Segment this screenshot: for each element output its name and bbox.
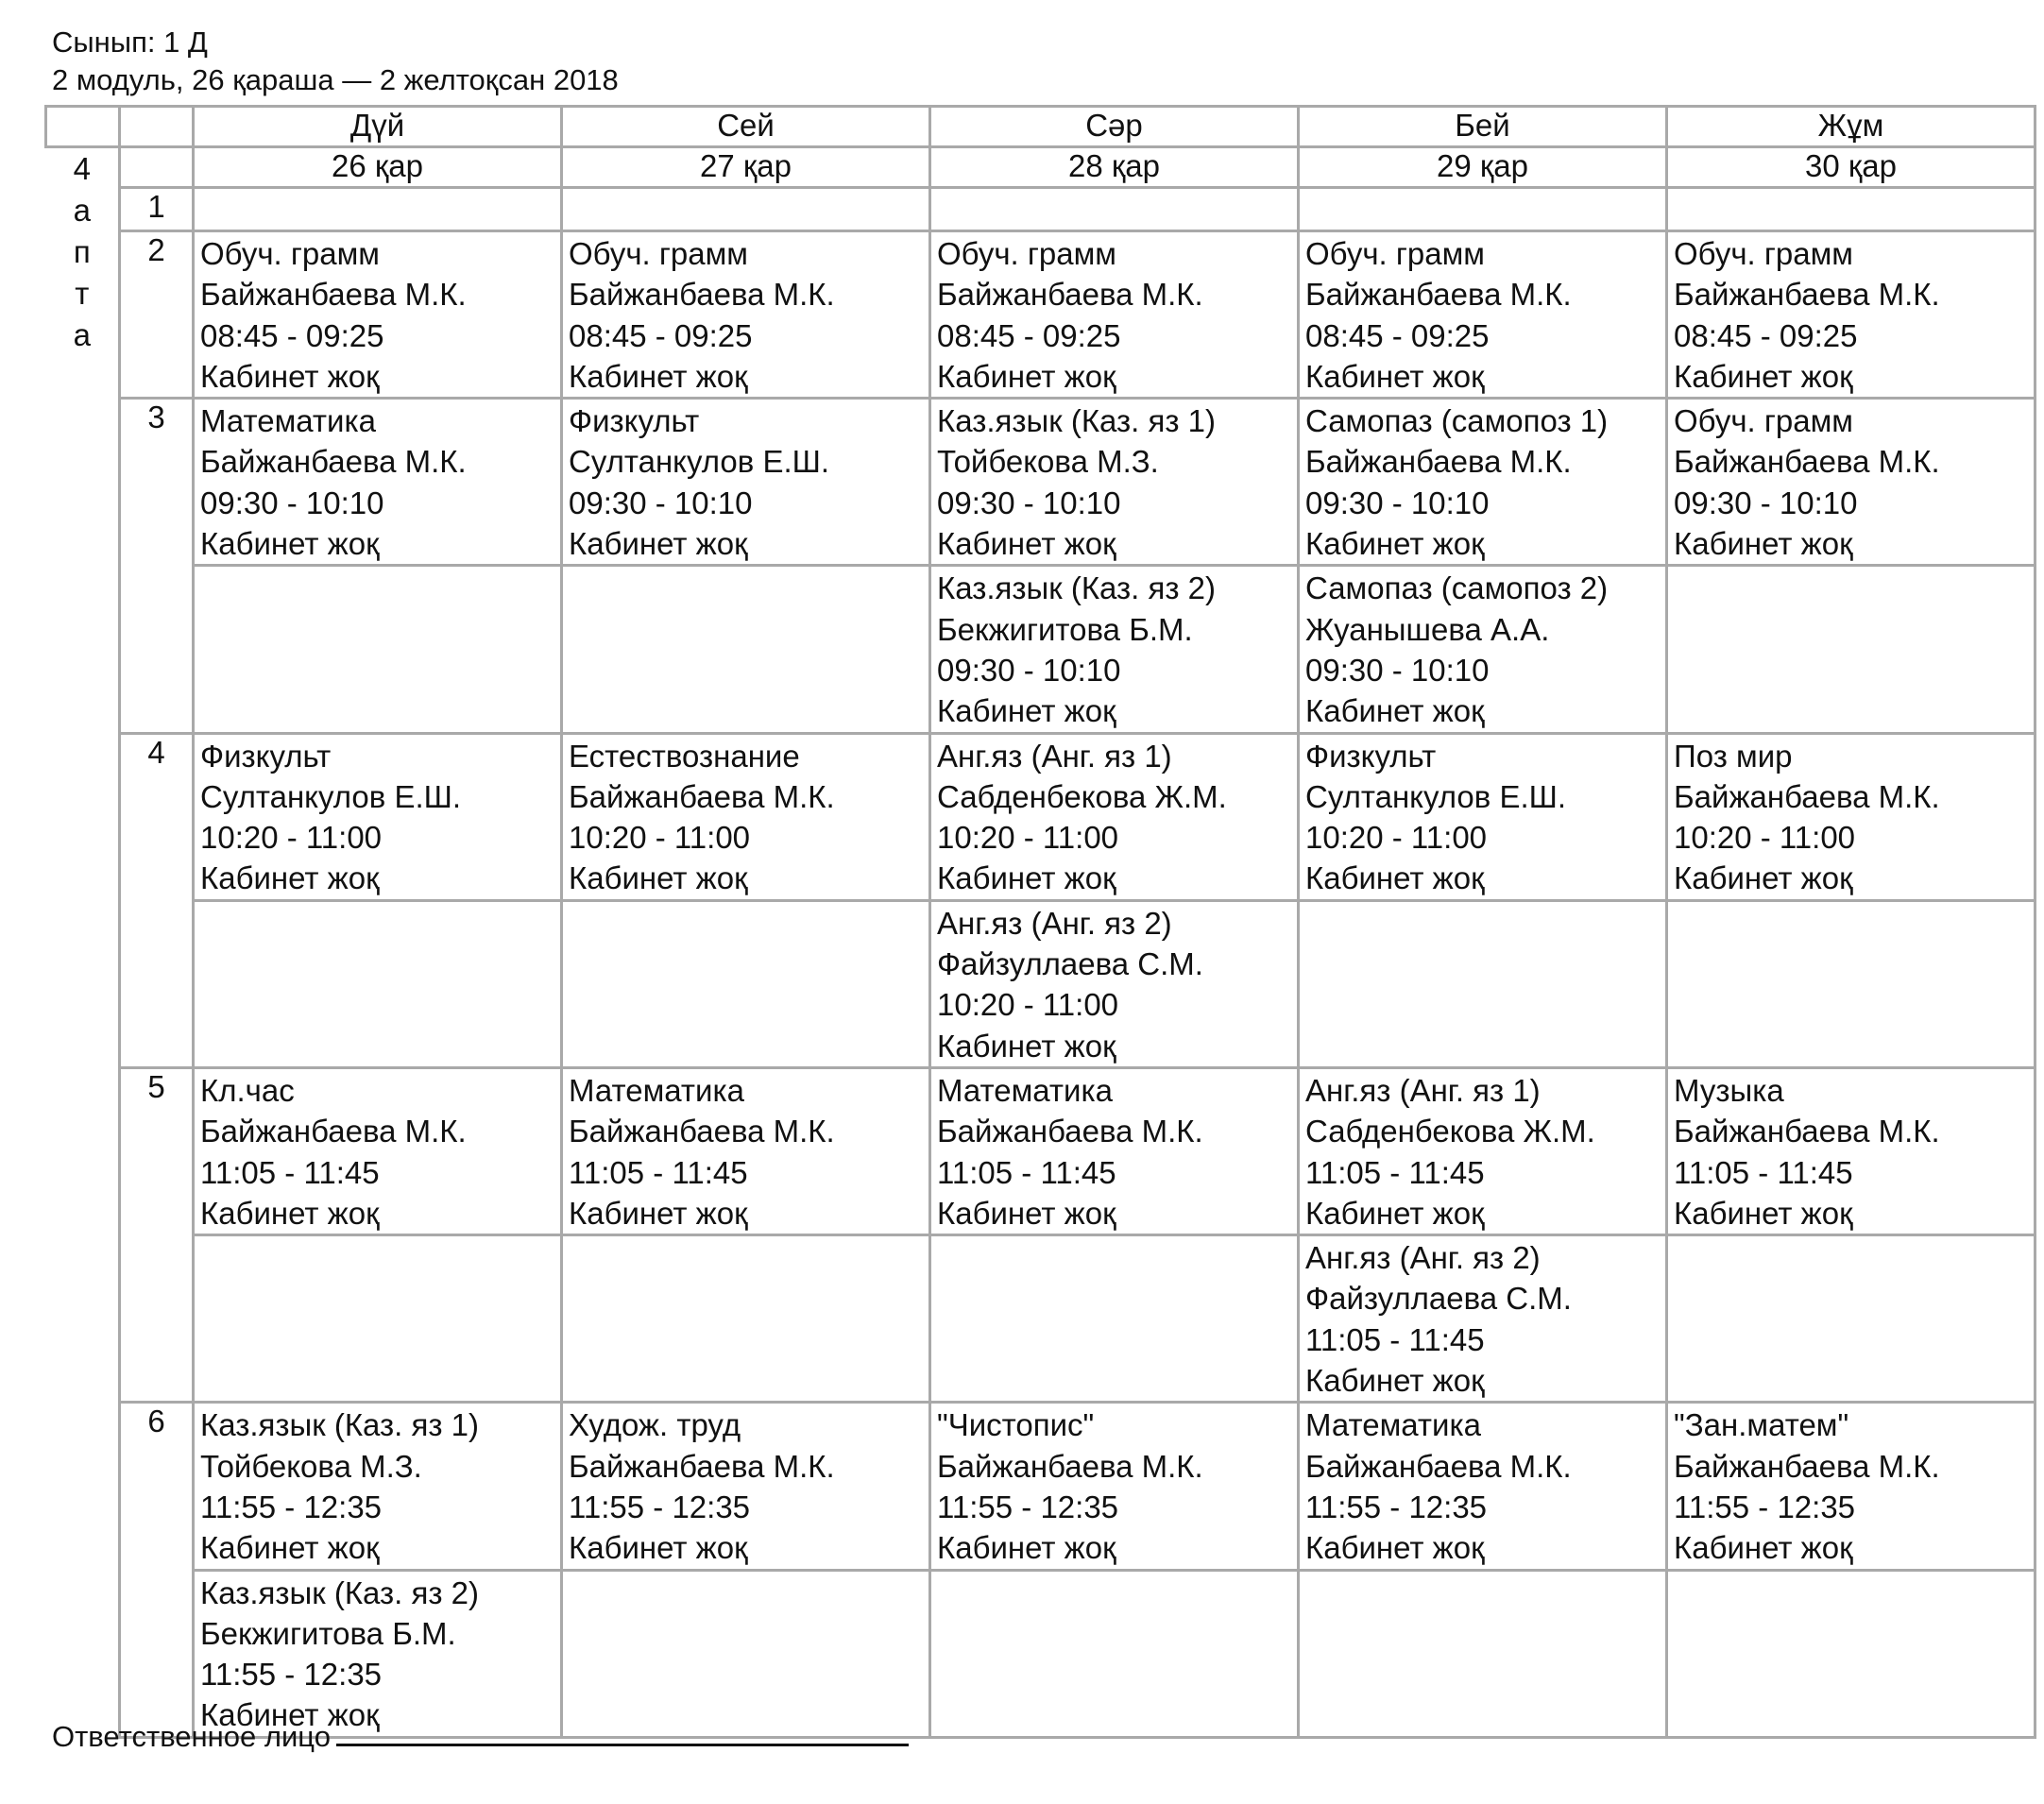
lesson-time: 11:55 - 12:35 [1674,1489,1856,1524]
period-number: 3 [120,399,194,733]
day-date: 30 қар [1667,147,2035,188]
lesson-teacher: Султанкулов Е.Ш. [1305,778,1567,814]
lesson-teacher: Султанкулов Е.Ш. [569,444,830,480]
lesson-time: 08:45 - 09:25 [200,317,384,353]
lesson-cell [1299,231,1667,399]
lesson-teacher: Байжанбаева М.К. [1305,444,1572,480]
lesson-time: 10:20 - 11:00 [937,987,1119,1023]
lesson-room: Кабинет жоқ [1674,358,1853,394]
lesson-room: Кабинет жоқ [569,1195,748,1231]
lesson-time: 11:05 - 11:45 [937,1154,1116,1190]
day-date-row [46,147,2035,188]
lesson-time: 11:55 - 12:35 [569,1489,751,1524]
lesson-subject: Обуч. грамм [1674,236,1853,271]
lesson-teacher: Байжанбаева М.К. [569,277,835,313]
lesson-time: 09:30 - 10:10 [937,652,1121,688]
day-name-row [46,107,2035,147]
day-date: 28 қар [930,147,1299,188]
lesson-time: 08:45 - 09:25 [569,317,753,353]
lesson-room: Кабинет жоқ [569,1530,748,1566]
lesson-cell [1667,566,2035,733]
lesson-cell [930,1235,1299,1403]
lesson-cell [194,1403,562,1570]
lesson-cell [194,399,562,566]
period-row [46,1403,2035,1570]
lesson-room: Кабинет жоқ [569,526,748,562]
lesson-room: Кабинет жоқ [1674,526,1853,562]
lesson-teacher: Байжанбаева М.К. [569,1448,835,1484]
lesson-subject: Математика [569,1072,744,1108]
lesson-room: Кабинет жоқ [200,1530,380,1566]
lesson-subject: Естествознание [569,738,800,774]
lesson-subject: Анг.яз (Анг. яз 2) [937,905,1172,941]
lesson-time: 08:45 - 09:25 [937,317,1121,353]
lesson-cell [930,1570,1299,1737]
lesson-teacher: Байжанбаева М.К. [1674,1114,1940,1149]
lesson-room: Кабинет жоқ [937,526,1116,562]
week-label: 4 а п т а [73,151,91,352]
lesson-time: 10:20 - 11:00 [937,820,1119,856]
lesson-cell [194,231,562,399]
corner-cell [120,107,194,147]
lesson-time: 11:55 - 12:35 [200,1657,383,1693]
class-line: Сынып: 1 Д [52,26,208,59]
lesson-room: Кабинет жоқ [937,1530,1116,1566]
day-date: 27 қар [562,147,930,188]
lesson-subject: Обуч. грамм [937,236,1116,271]
lesson-cell [1299,188,1667,231]
lesson-teacher: Байжанбаева М.К. [569,778,835,814]
lesson-time: 11:05 - 11:45 [569,1154,748,1190]
lesson-teacher: Байжанбаева М.К. [937,277,1203,313]
lesson-cell [1667,900,2035,1067]
lesson-cell [562,399,930,566]
period-row [46,1067,2035,1234]
lesson-subject: Физкульт [569,403,700,439]
period-subrow [46,566,2035,733]
lesson-subject: Самопаз (самопоз 2) [1305,570,1609,606]
day-name: Бей [1299,107,1667,147]
lesson-subject: Кл.час [200,1072,295,1108]
lesson-teacher: Файзуллаева С.М. [937,946,1203,982]
lesson-subject: Анг.яз (Анг. яз 2) [1305,1240,1541,1276]
lesson-cell [562,188,930,231]
lesson-subject: Математика [200,403,376,439]
lesson-teacher: Файзуллаева С.М. [1305,1281,1572,1317]
lesson-cell [562,1067,930,1234]
lesson-cell [1299,1235,1667,1403]
period-row [46,733,2035,900]
lesson-teacher: Байжанбаева М.К. [937,1114,1203,1149]
lesson-teacher: Бекжигитова Б.М. [937,611,1193,647]
lesson-subject: Каз.язык (Каз. яз 1) [200,1407,480,1443]
lesson-subject: Анг.яз (Анг. яз 1) [1305,1072,1541,1108]
lesson-cell [1667,399,2035,566]
period-row [46,188,2035,231]
lesson-teacher: Байжанбаева М.К. [937,1448,1203,1484]
lesson-teacher: Сабденбекова Ж.М. [937,778,1227,814]
lesson-subject: Анг.яз (Анг. яз 1) [937,738,1172,774]
lesson-time: 11:05 - 11:45 [200,1154,380,1190]
lesson-subject: Каз.язык (Каз. яз 1) [937,403,1217,439]
lesson-room: Кабинет жоқ [200,526,380,562]
lesson-room: Кабинет жоқ [1305,693,1485,729]
lesson-room: Кабинет жоқ [1674,1195,1853,1231]
lesson-room: Кабинет жоқ [1305,1530,1485,1566]
lesson-cell [194,1235,562,1403]
lesson-cell [1299,566,1667,733]
lesson-cell [562,566,930,733]
lesson-teacher: Байжанбаева М.К. [1305,1448,1572,1484]
lesson-cell [1667,1570,2035,1737]
lesson-room: Кабинет жоқ [200,860,380,896]
lesson-cell [930,399,1299,566]
lesson-teacher: Байжанбаева М.К. [1674,277,1940,313]
signature-label: Ответственное лицо [52,1720,331,1753]
lesson-cell [562,1570,930,1737]
lesson-teacher: Сабденбекова Ж.М. [1305,1114,1595,1149]
lesson-cell [1667,188,2035,231]
lesson-time: 09:30 - 10:10 [200,485,384,520]
lesson-room: Кабинет жоқ [569,358,748,394]
lesson-time: 10:20 - 11:00 [200,820,383,856]
lesson-cell [930,231,1299,399]
lesson-time: 09:30 - 10:10 [937,485,1121,520]
period-subrow [46,1235,2035,1403]
period-number: 4 [120,733,194,1067]
lesson-room: Кабинет жоқ [200,1697,380,1733]
period-number: 1 [120,188,194,231]
corner-cell [46,107,120,147]
lesson-room: Кабинет жоқ [937,860,1116,896]
lesson-teacher: Жуанышева А.А. [1305,611,1550,647]
lesson-teacher: Бекжигитова Б.М. [200,1615,456,1651]
lesson-teacher: Тойбекова М.З. [200,1448,422,1484]
lesson-subject: Физкульт [1305,738,1437,774]
lesson-cell [562,231,930,399]
lesson-room: Кабинет жоқ [1305,1363,1485,1399]
lesson-time: 08:45 - 09:25 [1674,317,1858,353]
period-row [46,399,2035,566]
lesson-cell [1667,1067,2035,1234]
period-number: 5 [120,1067,194,1402]
lesson-cell [1299,900,1667,1067]
signature-blank [336,1717,909,1746]
lesson-subject: Каз.язык (Каз. яз 2) [937,570,1217,606]
period-row [46,231,2035,399]
lesson-cell [562,900,930,1067]
lesson-cell [1667,1403,2035,1570]
lesson-teacher: Байжанбаева М.К. [1305,277,1572,313]
lesson-teacher: Байжанбаева М.К. [200,1114,467,1149]
lesson-room: Кабинет жоқ [200,1195,380,1231]
lesson-time: 11:55 - 12:35 [1305,1489,1488,1524]
lesson-cell [930,566,1299,733]
period-subrow [46,900,2035,1067]
lesson-cell [1667,1235,2035,1403]
lesson-time: 11:05 - 11:45 [1305,1321,1485,1357]
lesson-subject: Обуч. грамм [200,236,380,271]
period-line: 2 модуль, 26 қараша — 2 желтоқсан 2018 [52,63,619,96]
lesson-subject: Поз мир [1674,738,1793,774]
lesson-teacher: Тойбекова М.З. [937,444,1159,480]
corner-cell [120,147,194,188]
period-number: 6 [120,1403,194,1737]
day-date: 26 қар [194,147,562,188]
lesson-cell [1667,733,2035,900]
lesson-teacher: Байжанбаева М.К. [200,277,467,313]
lesson-room: Кабинет жоқ [937,1028,1116,1064]
lesson-cell [562,1403,930,1570]
lesson-time: 10:20 - 11:00 [1674,820,1856,856]
lesson-teacher: Байжанбаева М.К. [200,444,467,480]
lesson-subject: Худож. труд [569,1407,741,1443]
lesson-cell [194,1067,562,1234]
period-subrow [46,1570,2035,1737]
lesson-cell [1299,733,1667,900]
lesson-cell [1299,399,1667,566]
lesson-room: Кабинет жоқ [1305,1195,1485,1231]
lesson-cell [562,1235,930,1403]
lesson-subject: Обуч. грамм [569,236,748,271]
lesson-subject: Математика [937,1072,1113,1108]
lesson-teacher: Байжанбаева М.К. [1674,778,1940,814]
lesson-subject: Физкульт [200,738,332,774]
lesson-cell [194,566,562,733]
lesson-time: 11:05 - 11:45 [1305,1154,1485,1190]
lesson-teacher: Байжанбаева М.К. [1674,1448,1940,1484]
lesson-cell [194,1570,562,1737]
lesson-room: Кабинет жоқ [200,358,380,394]
lesson-room: Кабинет жоқ [937,1195,1116,1231]
period-number: 2 [120,231,194,399]
lesson-cell [562,733,930,900]
lesson-room: Кабинет жоқ [1305,526,1485,562]
lesson-subject: Обуч. грамм [1305,236,1485,271]
lesson-cell [930,188,1299,231]
lesson-cell [930,733,1299,900]
schedule-table [44,105,2036,1739]
lesson-cell [1299,1067,1667,1234]
lesson-time: 09:30 - 10:10 [1305,485,1490,520]
lesson-cell [194,900,562,1067]
lesson-cell [930,1403,1299,1570]
lesson-room: Кабинет жоқ [937,693,1116,729]
lesson-subject: "Чистопис" [937,1407,1095,1443]
lesson-time: 11:55 - 12:35 [937,1489,1119,1524]
lesson-room: Кабинет жоқ [1674,1530,1853,1566]
lesson-cell [930,900,1299,1067]
lesson-subject: Обуч. грамм [1674,403,1853,439]
lesson-subject: "Зан.матем" [1674,1407,1849,1443]
lesson-room: Кабинет жоқ [1674,860,1853,896]
day-date: 29 қар [1299,147,1667,188]
day-name: Сей [562,107,930,147]
lesson-time: 09:30 - 10:10 [1305,652,1490,688]
lesson-subject: Музыка [1674,1072,1784,1108]
lesson-time: 10:20 - 11:00 [569,820,751,856]
lesson-cell [1667,231,2035,399]
lesson-subject: Каз.язык (Каз. яз 2) [200,1574,480,1610]
lesson-cell [1299,1570,1667,1737]
lesson-teacher: Байжанбаева М.К. [1674,444,1940,480]
lesson-cell [1299,1403,1667,1570]
lesson-room: Кабинет жоқ [569,860,748,896]
lesson-time: 11:55 - 12:35 [200,1489,383,1524]
day-name: Сәр [930,107,1299,147]
lesson-room: Кабинет жоқ [1305,358,1485,394]
lesson-cell [194,733,562,900]
lesson-time: 09:30 - 10:10 [569,485,753,520]
lesson-room: Кабинет жоқ [1305,860,1485,896]
lesson-time: 11:05 - 11:45 [1674,1154,1853,1190]
lesson-teacher: Султанкулов Е.Ш. [200,778,462,814]
day-name: Жұм [1667,107,2035,147]
lesson-time: 09:30 - 10:10 [1674,485,1858,520]
lesson-cell [194,188,562,231]
lesson-subject: Математика [1305,1407,1481,1443]
lesson-time: 10:20 - 11:00 [1305,820,1488,856]
lesson-room: Кабинет жоқ [937,358,1116,394]
lesson-teacher: Байжанбаева М.К. [569,1114,835,1149]
day-name: Дүй [194,107,562,147]
lesson-time: 08:45 - 09:25 [1305,317,1490,353]
signature-line [52,1717,909,1755]
lesson-subject: Самопаз (самопоз 1) [1305,403,1609,439]
lesson-cell [930,1067,1299,1234]
